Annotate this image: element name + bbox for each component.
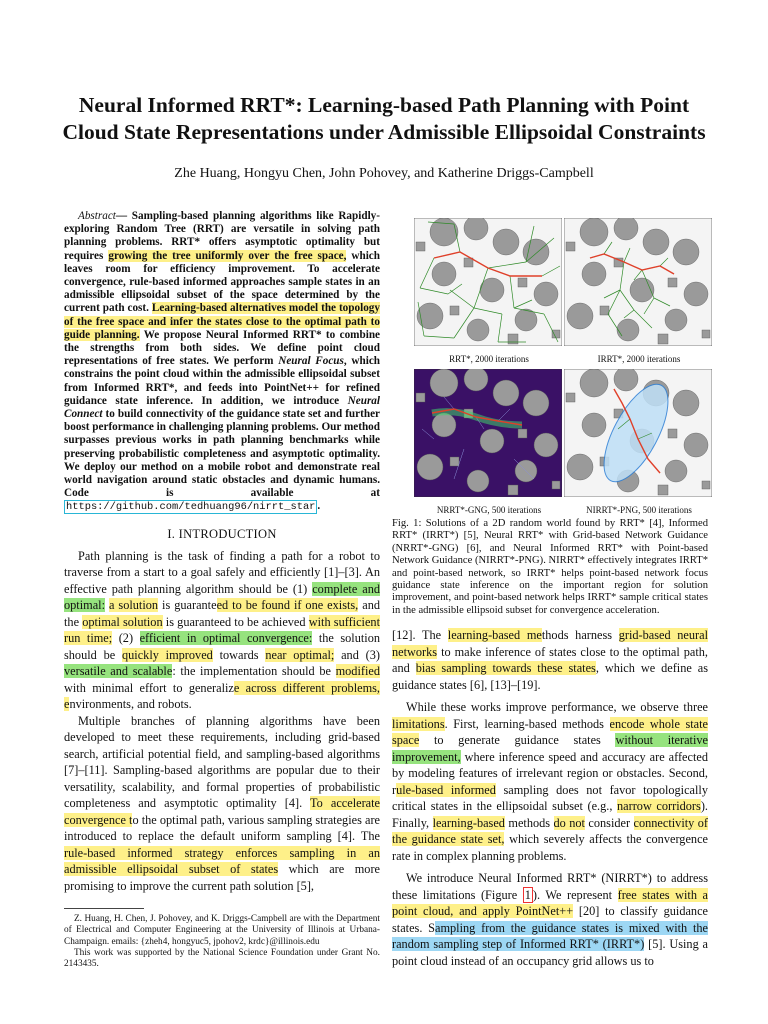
rrt-panel-label: RRT*, 2000 iterations [449,354,529,364]
figure-1 [392,216,708,515]
rrt-panel-image [414,218,562,346]
right-body-text [392,627,708,969]
abstract-text: . [317,500,321,513]
right-paragraph-1: [12]. The learning-based methods harness grid-based neural networks to make inference of states close to the optimal path, and bias sampling towards these states, which we define as guidance states [6], [13]–[19]. [392,628,709,692]
nirrt-png-panel-image [564,369,712,497]
right-paragraph-3: We introduce Neural Informed RRT* (NIRRT*) to address these limitations (Figure 1 ). We represent free states with a point cloud, and apply PointNet++ [20] to classify guidance states. Sampling from the guidance states is mixed with the random sampling step of Informed RRT* (IRRT*) [5]. Using a point cloud instead of an occupancy grid allows us to [392,871,708,968]
figure-reference-link[interactable]: 1 [524,887,531,902]
highlight: quickly improved [122,647,213,662]
highlight: To accelerate convergence t [64,796,380,827]
highlight: free states with a point cloud, and apply PointNet++ [392,887,708,919]
highlight: limitations [392,716,445,731]
highlight: ule-based informed [396,782,496,797]
highlight: connectivity of the guidance state set, [392,815,708,847]
highlight: efficient in optimal convergence: [139,631,313,646]
abstract-text: to build connectivity of the guidance state set and further boost performance in challenging planning problems. Our method surpasses previous works in path planning benchmarks while preserving probabilistic completeness and asymptotic optimality. We deploy our method on a mobile robot and demonstrate real world navigation around static obstacles and dynamic humans. Code is available at [64,408,380,500]
highlight: learning-based me [447,628,542,643]
highlight: encode whole state space [392,716,708,748]
abstract [64,210,380,515]
highlight: bias sampling towards these states [415,661,596,676]
highlight: complete and optimal: [64,581,380,613]
highlight: without iterative improvement, [392,733,708,764]
highlight: modified [335,664,380,679]
highlight: do not [553,815,585,830]
highlight: with sufficient run time; [64,614,380,646]
highlight: learning-based [432,815,505,830]
abstract-text: We propose Neural Informed RRT* to combine the strengths from both sides. We define point cloud representations of free states. We perform [64,328,381,368]
section-heading-introduction: I. INTRODUCTION [167,526,277,541]
highlight: narrow corridors [617,799,701,814]
highlight: growing the tree uniformly over the free space, [108,249,347,262]
paper-title [40,92,728,146]
nirrt-png-panel-label: NIRRT*-PNG, 500 iterations [586,505,692,515]
highlight: grid-based neural networks [392,628,709,659]
code-link[interactable]: https://github.com/tedhuang96/nirrt_star [66,501,316,514]
title-line-1: Neural Informed RRT*: Learning-based Path Planning with Point [78,93,690,117]
neural-focus-term: Neural Focus [278,355,344,368]
intro-paragraph-2: Multiple branches of planning algorithms have been developed to meet these requirements, including grid-based search, artificial potential field, and sampling-based algorithms [7]–[11]. Sampling-based algorithms are popular due to their versatility, scalability, and formal properties of probabilistic completeness and asymptotic optimality [4]. To accelerate convergence to the optimal path, various sampling strategies are introduced to replace the default uniform sampling [4]. The rule-based informed strategy enforces sampling in an admissible ellipsoidal subset of states which are more promising to improve the current path solution [5], [64,713,380,893]
left-column [64,210,380,970]
footnote-rule [64,908,144,909]
right-paragraph-2: While these works improve performance, we observe three limitations. First, learning-based methods encode whole state space to generate guidance states without iterative improvement, where inference speed and accuracy are affected by modeling features of irrelevant region or obstacles. Second, rule-based informed sampling does not favor topologically critical states in the ellipsoidal subset (e.g., narrow corridors). Finally, learning-based methods do not consider connectivity of the guidance state set, which severely affects the convergence rate in complex planning problems. [392,700,709,863]
highlight: ampling from the guidance states is mixed with the random sampling step of Informed RRT* (IRRT*) [392,920,708,952]
abstract-text: , which constrains the point cloud within the admissible ellipsoidal subset from Informed RRT*, and feeds into PointNet++ for refined guidance state inference. In addition, we introduce [64,355,381,407]
abstract-text: — Sampling-based planning algorithms like Rapidly-exploring Random Tree (RRT) are versatile in solving path planning problems. RRT* offers asymptotic optimality but requires [64,210,380,262]
title-line-2: Cloud State Representations under Admissible Ellipsoidal Constraints [62,120,706,144]
figure-caption: Fig. 1: Solutions of a 2D random world found by RRT* [4], Informed RRT* (IRRT*) [5], Neural RRT* with Grid-based Network Guidance (NRRT*-GNG) [6], and Neural Informed RRT* with Point-based Network Guidance (NIRRT*-PNG). NIRRT* effectively integrates IRRT* and point-based network, so IRRT* helps point-based network focus guidance state inference on the important region for solution improvement, and point-based network helps IRRT* sample critical states in the admissible ellipsoid subset for convergence acceleration. [392,518,708,616]
abstract-label: Abstract [78,210,116,222]
highlight: a solution [108,598,159,613]
highlight: Learning-based alternatives model the topology of the free space and infer the states close to the optimal path to guide planning. [64,302,380,341]
abstract-text: which leaves room for efficiency improvement. To accelerate convergence, rule-based informed approaches sample states in an admissible ellipsoidal subset of the space determined by the current path cost. [64,249,380,315]
highlight: e across different problems, e [64,680,380,712]
highlight: ed to be found if one exists, [216,598,359,613]
footnote-funding: This work was supported by the National Science Foundation under Grant No. 2143435. [64,947,380,969]
highlight: near optimal; [265,647,335,662]
highlight: rule-based informed strategy enforces sampling in an admissible ellipsoidal subset of states [64,845,380,877]
irrt-panel-image [564,218,712,346]
footnote-affiliation: Z. Huang, H. Chen, J. Pohovey, and K. Driggs-Campbell are with the Department of Electrical and Computer Engineering at the University of Illinois at Urbana-Champaign. emails: {zheh4, hongyuc5, jpohov2, krdc}@illinois.edu [64,914,380,947]
author-list: Zhe Huang, Hongyu Chen, John Pohovey, and Katherine Driggs-Campbell [174,166,594,181]
nrrt-gng-panel-image [414,369,562,497]
nrrt-gng-panel-label: NRRT*-GNG, 500 iterations [436,505,542,515]
right-column [392,210,708,975]
irrt-panel-label: IRRT*, 2000 iterations [597,354,681,364]
highlight: versatile and scalable [64,664,173,679]
intro-paragraph-1: Path planning is the task of finding a path for a robot to traverse from a start to a goal safely and efficiently [1]–[3]. An effective path planning algorithm should be (1) complete and optimal: a solution is guaranteed to be found if one exists, and the optimal solution is guaranteed to be achieved with sufficient run time; (2) efficient in optimal convergence: the solution should be quickly improved towards near optimal; and (3) versatile and scalable: the implementation should be modified with minimal effort to generalize across different problems, environments, and robots. [64,548,380,712]
highlight: optimal solution [82,614,163,629]
neural-connect-term: Neural Connect [64,394,380,421]
